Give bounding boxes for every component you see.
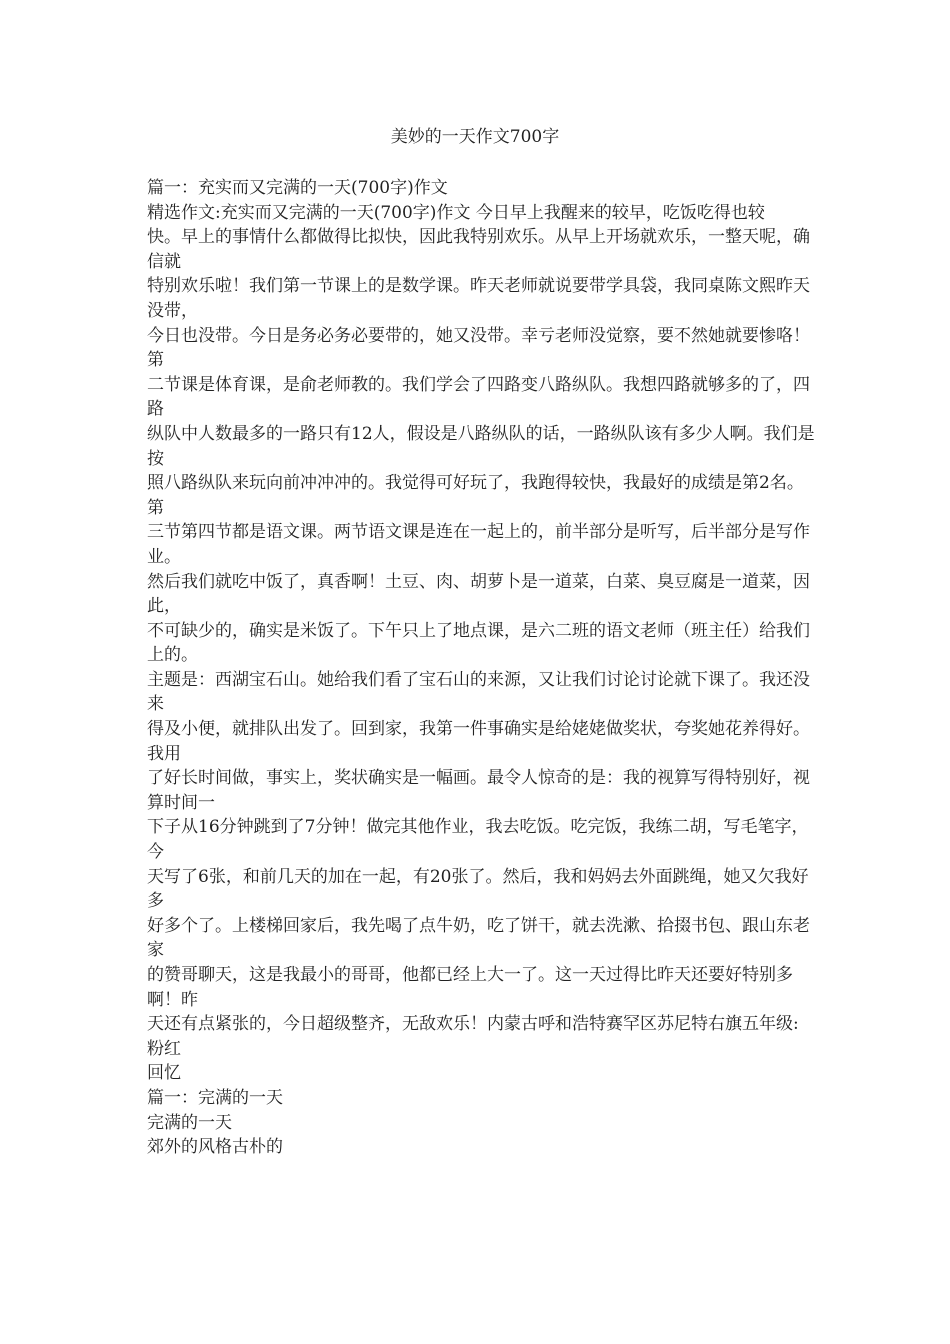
body-line: 主题是：西湖宝石山。她给我们看了宝石山的来源，又让我们讨论讨论就下课了。我还没来	[147, 669, 810, 715]
body-line: 三节第四节都是语文课。两节语文课是连在一起上的，前半部分是听写，后半部分是写作业。	[147, 522, 810, 567]
body-line: 精选作文:充实而又完满的一天(700字)作文 今日早上我醒来的较早，吃饭吃得也较	[147, 202, 765, 223]
body-line: 了好长时间做，事实上，奖状确实是一幅画。最令人惊奇的是：我的视算写得特别好，视算时间一	[147, 768, 810, 813]
body-line: 快。早上的事情什么都做得比拟快，因此我特别欢乐。从早上开场就欢乐，一整天呢，确信就	[147, 227, 810, 272]
body-line: 下子从16分钟跳到了7分钟！做完其他作业，我去吃饭。吃完饭，我练二胡，写毛笔字，今	[147, 817, 809, 863]
body-line: 照八路纵队来玩向前冲冲冲的。我觉得可好玩了，我跑得较快，我最好的成绩是第2名。第	[147, 473, 804, 518]
document-body	[147, 176, 815, 1160]
document-title: 美妙的一天作文700字	[390, 127, 560, 147]
body-line: 的赞哥聊天，这是我最小的哥哥，他都已经上大一了。这一天过得比昨天还要好特别多啊！昨	[147, 965, 793, 1010]
body-line: 天写了6张，和前几天的加在一起，有20张了。然后，我和妈妈去外面跳绳，她又欠我好多	[147, 866, 809, 912]
body-line: 特别欢乐啦！我们第一节课上的是数学课。昨天老师就说要带学具袋，我同桌陈文熙昨天没带，	[147, 276, 810, 321]
body-line: 然后我们就吃中饭了，真香啊！土豆、肉、胡萝卜是一道菜，白菜、臭豆腐是一道菜，因此，	[147, 571, 810, 617]
body-line: 天还有点紧张的，今日超级整齐，无敌欢乐！内蒙古呼和浩特赛罕区苏尼特右旗五年级:粉红	[147, 1014, 799, 1059]
body-line: 好多个了。上楼梯回家后，我先喝了点牛奶，吃了饼干，就去洗漱、拾掇书包、跟山东老家	[147, 915, 810, 961]
body-line: 二节课是体育课，是俞老师教的。我们学会了四路变八路纵队。我想四路就够多的了，四路	[147, 374, 810, 420]
body-line: 纵队中人数最多的一路只有12人，假设是八路纵队的话，一路纵队该有多少人啊。我们是按	[147, 423, 815, 469]
body-line: 郊外的风格古朴的	[147, 1137, 283, 1158]
body-line: 完满的一天	[147, 1112, 232, 1133]
body-line: 不可缺少的，确实是米饭了。下午只上了地点课，是六二班的语文老师（班主任）给我们上的。	[147, 620, 810, 666]
body-line: 篇一：充实而又完满的一天(700字)作文	[147, 178, 448, 198]
body-line: 篇一：完满的一天	[147, 1087, 283, 1108]
body-line: 回忆	[147, 1063, 181, 1084]
body-line: 今日也没带。今日是务必务必要带的，她又没带。幸亏老师没觉察，要不然她就要惨咯！第	[147, 325, 810, 371]
body-line: 得及小便，就排队出发了。回到家，我第一件事确实是给姥姥做奖状，夸奖她花养得好。我用	[147, 719, 810, 764]
